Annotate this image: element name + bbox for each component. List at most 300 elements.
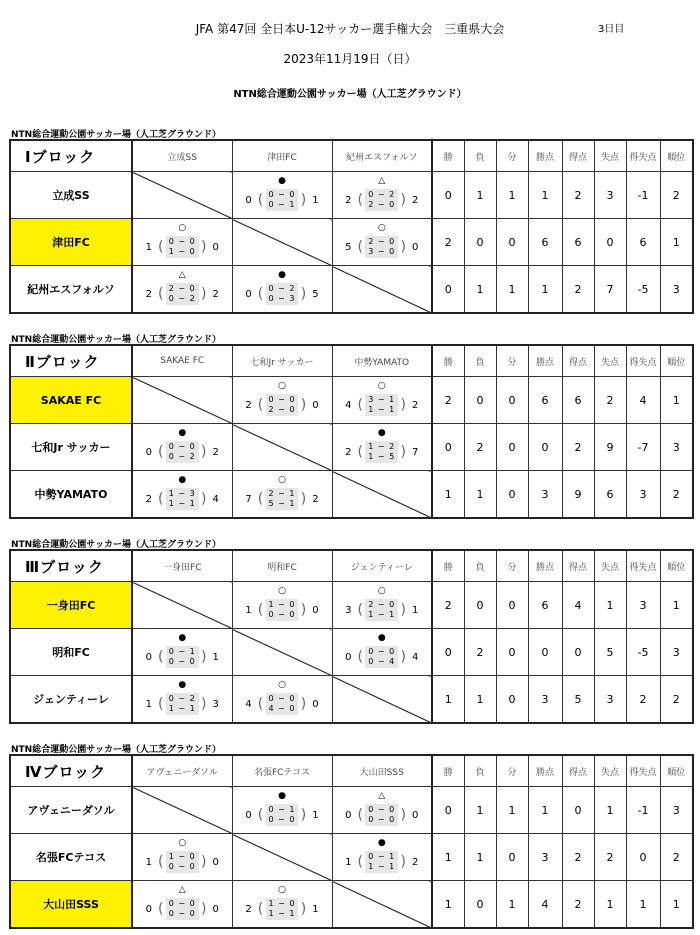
stat-value: 6 <box>528 377 562 424</box>
half-scores <box>266 189 299 211</box>
stat-header: 得点 <box>562 345 594 377</box>
score-left: 1 <box>145 856 152 868</box>
stat-value: 4 <box>562 582 594 629</box>
table-row <box>10 787 693 834</box>
team-name: 名張FCテコス <box>10 834 132 881</box>
bracket-close: ) <box>400 602 406 618</box>
stat-value: 1 <box>496 266 528 314</box>
stat-value: 0 <box>432 266 464 314</box>
column-team-header: ジェンティーレ <box>332 550 432 582</box>
half-scores <box>266 898 299 920</box>
half-scores <box>365 441 398 463</box>
stat-value: 9 <box>562 471 594 519</box>
half-scores <box>166 898 199 920</box>
column-team-header: 七和Jr サッカー <box>232 345 332 377</box>
stat-header: 分 <box>496 140 528 172</box>
stat-value: 2 <box>660 172 693 219</box>
table-row <box>10 629 693 676</box>
first-half-score: 0 − 2 <box>268 284 296 293</box>
first-half-score: 0 − 1 <box>168 647 196 656</box>
stat-header: 勝 <box>432 755 464 787</box>
stat-value: -5 <box>626 629 660 676</box>
match-result-cell <box>232 676 332 724</box>
table-row <box>10 219 693 266</box>
stat-value: 3 <box>660 629 693 676</box>
result-symbol: ● <box>178 680 187 690</box>
bracket-open: ( <box>357 192 363 208</box>
half-scores <box>266 394 299 416</box>
stat-value: 3 <box>660 266 693 314</box>
stat-header: 勝 <box>432 345 464 377</box>
bracket-open: ( <box>158 444 164 460</box>
second-half-score: 0 − 1 <box>268 200 296 209</box>
stat-value: 2 <box>660 676 693 724</box>
half-scores <box>365 804 398 826</box>
stat-value: 3 <box>594 172 626 219</box>
stat-header: 失点 <box>594 755 626 787</box>
table-header-row <box>10 550 693 582</box>
table-row <box>10 834 693 881</box>
team-name: SAKAE FC <box>10 377 132 424</box>
result-symbol: ● <box>278 270 286 280</box>
bracket-open: ( <box>257 286 264 302</box>
score-right: 2 <box>412 194 419 206</box>
stat-value: 0 <box>528 629 562 676</box>
stat-header: 失点 <box>594 550 626 582</box>
stat-value: 0 <box>496 424 528 471</box>
score-right: 2 <box>412 856 419 868</box>
stat-value: 0 <box>432 787 464 834</box>
table-header-row <box>10 345 693 377</box>
second-half-score: 1 − 1 <box>368 405 396 414</box>
stat-header: 負 <box>464 345 496 377</box>
bracket-close: ) <box>300 397 307 413</box>
stat-value: -1 <box>626 172 660 219</box>
stat-value: 1 <box>464 172 496 219</box>
score-left: 2 <box>145 288 152 300</box>
result-symbol: ○ <box>278 475 286 485</box>
bracket-open: ( <box>357 397 363 413</box>
stat-header: 分 <box>496 755 528 787</box>
half-scores <box>166 236 199 258</box>
stat-value: 1 <box>496 881 528 929</box>
score-right: 0 <box>312 399 319 411</box>
stat-value: 0 <box>432 424 464 471</box>
first-half-score: 0 − 0 <box>368 805 396 814</box>
score-right: 2 <box>312 493 319 505</box>
stat-header: 分 <box>496 550 528 582</box>
second-half-score: 0 − 0 <box>168 657 196 666</box>
score-left: 4 <box>245 698 252 710</box>
stat-value: 1 <box>660 881 693 929</box>
stat-value: 1 <box>594 582 626 629</box>
match-result-cell <box>332 219 432 266</box>
team-name: 中勢YAMATO <box>10 471 132 519</box>
result-symbol: ● <box>278 176 286 186</box>
self-match-diagonal <box>132 582 232 629</box>
first-half-score: 0 − 0 <box>168 442 196 451</box>
first-half-score: 0 − 0 <box>268 694 296 703</box>
score-right: 3 <box>212 698 219 710</box>
score-left: 1 <box>145 241 152 253</box>
table-row <box>10 676 693 724</box>
result-symbol: △ <box>178 885 186 895</box>
result-symbol: △ <box>378 176 386 186</box>
bracket-open: ( <box>357 854 363 870</box>
stat-value: 0 <box>496 582 528 629</box>
score-right: 1 <box>412 604 419 616</box>
bracket-close: ) <box>400 192 406 208</box>
stat-value: 2 <box>562 266 594 314</box>
score-left: 0 <box>245 194 252 206</box>
stat-value: 4 <box>528 881 562 929</box>
stat-value: 1 <box>464 266 496 314</box>
match-result-cell <box>332 424 432 471</box>
bracket-close: ) <box>300 602 307 618</box>
second-half-score: 0 − 3 <box>268 294 296 303</box>
second-half-score: 0 − 2 <box>168 452 196 461</box>
score-left: 0 <box>345 651 352 663</box>
score-left: 4 <box>345 399 352 411</box>
bracket-close: ) <box>201 286 207 302</box>
team-name: 一身田FC <box>10 582 132 629</box>
score-left: 2 <box>345 446 352 458</box>
score-right: 0 <box>212 903 219 915</box>
stat-value: 2 <box>432 582 464 629</box>
stat-value: 1 <box>660 377 693 424</box>
score-left: 5 <box>345 241 352 253</box>
bracket-open: ( <box>357 807 363 823</box>
stat-value: 0 <box>464 377 496 424</box>
stat-header: 順位 <box>660 550 693 582</box>
score-left: 0 <box>145 446 152 458</box>
first-half-score: 2 − 0 <box>168 284 196 293</box>
bracket-close: ) <box>400 854 406 870</box>
second-half-score: 0 − 0 <box>368 815 396 824</box>
first-half-score: 0 − 2 <box>168 694 196 703</box>
score-left: 1 <box>345 856 352 868</box>
match-result-cell <box>132 219 232 266</box>
stat-header: 得失点 <box>626 345 660 377</box>
match-result-cell <box>132 881 232 929</box>
table-row <box>10 172 693 219</box>
score-left: 2 <box>145 493 152 505</box>
stat-value: 3 <box>528 676 562 724</box>
block-name: Ⅲブロック <box>10 550 132 582</box>
stat-value: 0 <box>528 424 562 471</box>
result-symbol: ● <box>278 791 286 801</box>
stat-value: 2 <box>562 834 594 881</box>
half-scores <box>365 599 398 621</box>
half-scores <box>166 441 199 463</box>
score-right: 1 <box>312 194 319 206</box>
match-result-cell <box>132 471 232 519</box>
match-result-cell <box>332 172 432 219</box>
half-scores <box>166 283 199 305</box>
stat-header: 失点 <box>594 345 626 377</box>
self-match-diagonal <box>332 676 432 724</box>
stat-value: 0 <box>496 219 528 266</box>
second-half-score: 4 − 0 <box>268 704 296 713</box>
match-result-cell <box>132 629 232 676</box>
result-symbol: ○ <box>377 223 386 233</box>
stat-value: 0 <box>496 471 528 519</box>
team-name: 津田FC <box>10 219 132 266</box>
stat-value: 1 <box>432 881 464 929</box>
stat-header: 得点 <box>562 140 594 172</box>
first-half-score: 1 − 2 <box>368 442 396 451</box>
standings-table <box>9 754 694 929</box>
result-symbol: ○ <box>377 586 386 596</box>
second-half-score: 1 − 1 <box>168 499 196 508</box>
result-symbol: ○ <box>278 885 286 895</box>
bracket-close: ) <box>300 491 307 507</box>
result-symbol: ○ <box>278 586 286 596</box>
bracket-open: ( <box>357 649 363 665</box>
stat-header: 負 <box>464 140 496 172</box>
match-result-cell <box>232 582 332 629</box>
stat-header: 勝点 <box>528 755 562 787</box>
stat-value: 3 <box>528 834 562 881</box>
match-result-cell <box>232 881 332 929</box>
standings-table <box>9 139 694 314</box>
score-right: 4 <box>212 493 219 505</box>
block-venue-label: NTN総合運動公園サッカー場（人工芝グラウンド） <box>11 745 222 755</box>
bracket-close: ) <box>201 854 207 870</box>
bracket-close: ) <box>400 649 406 665</box>
stat-value: 2 <box>464 629 496 676</box>
bracket-close: ) <box>201 239 207 255</box>
stat-value: 2 <box>626 676 660 724</box>
column-team-header: 名張FCテコス <box>232 755 332 787</box>
page-title: JFA 第47回 全日本U-12サッカー選手権大会 三重県大会 <box>195 22 505 36</box>
result-symbol: ● <box>178 428 187 438</box>
block-venue-label: NTN総合運動公園サッカー場（人工芝グラウンド） <box>11 540 222 550</box>
stat-value: 2 <box>594 834 626 881</box>
score-right: 2 <box>212 288 219 300</box>
stat-header: 得点 <box>562 755 594 787</box>
stat-value: 0 <box>464 582 496 629</box>
bracket-open: ( <box>257 602 264 618</box>
score-right: 5 <box>312 288 319 300</box>
stat-value: 1 <box>496 787 528 834</box>
table-row <box>10 881 693 929</box>
second-half-score: 5 − 1 <box>268 499 296 508</box>
score-right: 1 <box>312 809 319 821</box>
half-scores <box>166 851 199 873</box>
stat-value: 2 <box>562 424 594 471</box>
result-symbol: ● <box>377 633 386 643</box>
stat-value: 1 <box>660 582 693 629</box>
stat-header: 勝 <box>432 140 464 172</box>
second-half-score: 0 − 0 <box>168 909 196 918</box>
half-scores <box>266 488 299 510</box>
half-scores <box>365 394 398 416</box>
stat-value: 1 <box>464 471 496 519</box>
column-team-header: 紀州エスフォルソ <box>332 140 432 172</box>
stat-header: 順位 <box>660 345 693 377</box>
match-result-cell <box>132 266 232 314</box>
match-result-cell <box>232 787 332 834</box>
column-team-header: 大山田SSS <box>332 755 432 787</box>
first-half-score: 1 − 0 <box>168 852 196 861</box>
stat-value: 6 <box>594 471 626 519</box>
stat-value: 1 <box>432 676 464 724</box>
score-left: 2 <box>245 903 252 915</box>
venue-title: NTN総合運動公園サッカー場（人工芝グラウンド） <box>233 89 467 100</box>
self-match-diagonal <box>132 787 232 834</box>
team-name: 立成SS <box>10 172 132 219</box>
stat-value: 1 <box>464 787 496 834</box>
self-match-diagonal <box>232 219 332 266</box>
stat-value: 3 <box>594 676 626 724</box>
stat-header: 勝点 <box>528 550 562 582</box>
bracket-close: ) <box>300 696 307 712</box>
first-half-score: 2 − 0 <box>368 237 396 246</box>
half-scores <box>166 693 199 715</box>
self-match-diagonal <box>132 172 232 219</box>
result-symbol: ○ <box>377 381 386 391</box>
half-scores <box>266 693 299 715</box>
second-half-score: 1 − 1 <box>368 862 396 871</box>
self-match-diagonal <box>232 834 332 881</box>
table-row <box>10 471 693 519</box>
match-result-cell <box>132 424 232 471</box>
day-label: 3日目 <box>598 24 625 35</box>
self-match-diagonal <box>332 881 432 929</box>
stat-value: 0 <box>496 676 528 724</box>
score-right: 1 <box>212 651 219 663</box>
self-match-diagonal <box>232 424 332 471</box>
score-right: 0 <box>412 809 419 821</box>
score-right: 0 <box>212 241 219 253</box>
column-team-header: 明和FC <box>232 550 332 582</box>
stat-value: 2 <box>594 377 626 424</box>
stat-value: 2 <box>660 834 693 881</box>
bracket-open: ( <box>257 696 264 712</box>
bracket-close: ) <box>300 807 307 823</box>
bracket-open: ( <box>158 491 164 507</box>
first-half-score: 3 − 1 <box>368 395 396 404</box>
stat-value: 3 <box>660 424 693 471</box>
bracket-close: ) <box>400 239 406 255</box>
stat-value: 5 <box>562 676 594 724</box>
bracket-open: ( <box>257 397 264 413</box>
second-half-score: 0 − 4 <box>368 657 396 666</box>
bracket-close: ) <box>300 901 307 917</box>
stat-value: 0 <box>464 881 496 929</box>
score-left: 0 <box>245 809 252 821</box>
stat-header: 分 <box>496 345 528 377</box>
stat-value: 2 <box>562 881 594 929</box>
stat-value: -5 <box>626 266 660 314</box>
bracket-open: ( <box>158 696 164 712</box>
standings-table <box>9 344 694 519</box>
second-half-score: 0 − 0 <box>268 815 296 824</box>
self-match-diagonal <box>332 471 432 519</box>
block-name: Ⅰブロック <box>10 140 132 172</box>
match-result-cell <box>232 377 332 424</box>
result-symbol: ● <box>178 475 187 485</box>
result-symbol: ○ <box>178 223 187 233</box>
score-left: 1 <box>245 604 252 616</box>
stat-value: 5 <box>594 629 626 676</box>
first-half-score: 0 − 1 <box>368 852 396 861</box>
team-name: アヴェニーダソル <box>10 787 132 834</box>
stat-header: 順位 <box>660 140 693 172</box>
stat-value: 3 <box>528 471 562 519</box>
score-left: 2 <box>245 399 252 411</box>
second-half-score: 1 − 1 <box>268 909 296 918</box>
stat-header: 得失点 <box>626 140 660 172</box>
first-half-score: 0 − 0 <box>168 237 196 246</box>
bracket-open: ( <box>158 286 164 302</box>
team-name: 七和Jr サッカー <box>10 424 132 471</box>
match-result-cell <box>232 266 332 314</box>
bracket-open: ( <box>158 649 164 665</box>
column-team-header: アヴェニーダソル <box>132 755 232 787</box>
stat-value: 0 <box>432 629 464 676</box>
block-venue-label: NTN総合運動公園サッカー場（人工芝グラウンド） <box>11 335 222 345</box>
result-symbol: △ <box>178 270 186 280</box>
match-result-cell <box>332 629 432 676</box>
first-half-score: 0 − 0 <box>268 190 296 199</box>
stat-value: 2 <box>464 424 496 471</box>
second-half-score: 0 − 2 <box>168 294 196 303</box>
block-name: Ⅳブロック <box>10 755 132 787</box>
stat-header: 負 <box>464 550 496 582</box>
half-scores <box>266 283 299 305</box>
stat-header: 得点 <box>562 550 594 582</box>
stat-header: 勝点 <box>528 345 562 377</box>
stat-value: 9 <box>594 424 626 471</box>
second-half-score: 1 − 5 <box>368 452 396 461</box>
stat-value: 0 <box>496 834 528 881</box>
result-symbol: ○ <box>178 838 187 848</box>
stat-value: 3 <box>626 471 660 519</box>
bracket-close: ) <box>201 649 207 665</box>
stat-value: 0 <box>464 219 496 266</box>
stat-value: -1 <box>626 787 660 834</box>
bracket-open: ( <box>357 602 363 618</box>
second-half-score: 1 − 1 <box>168 704 196 713</box>
first-half-score: 0 − 0 <box>268 395 296 404</box>
first-half-score: 2 − 1 <box>268 489 296 498</box>
second-half-score: 1 − 0 <box>168 247 196 256</box>
result-symbol: ○ <box>278 680 286 690</box>
stat-header: 失点 <box>594 140 626 172</box>
stat-header: 得失点 <box>626 550 660 582</box>
score-left: 0 <box>145 903 152 915</box>
bracket-open: ( <box>158 239 164 255</box>
bracket-close: ) <box>300 286 307 302</box>
stat-value: 6 <box>562 219 594 266</box>
stat-value: 0 <box>562 629 594 676</box>
column-team-header: SAKAE FC <box>132 345 232 377</box>
stat-value: 3 <box>660 787 693 834</box>
score-left: 2 <box>345 194 352 206</box>
stat-value: 1 <box>660 219 693 266</box>
stat-value: 0 <box>496 629 528 676</box>
second-half-score: 2 − 0 <box>268 405 296 414</box>
stat-value: 6 <box>626 219 660 266</box>
first-half-score: 0 − 2 <box>368 190 396 199</box>
stat-value: 7 <box>594 266 626 314</box>
stat-value: 2 <box>432 219 464 266</box>
stat-value: 2 <box>432 377 464 424</box>
score-right: 2 <box>212 446 219 458</box>
match-result-cell <box>132 834 232 881</box>
